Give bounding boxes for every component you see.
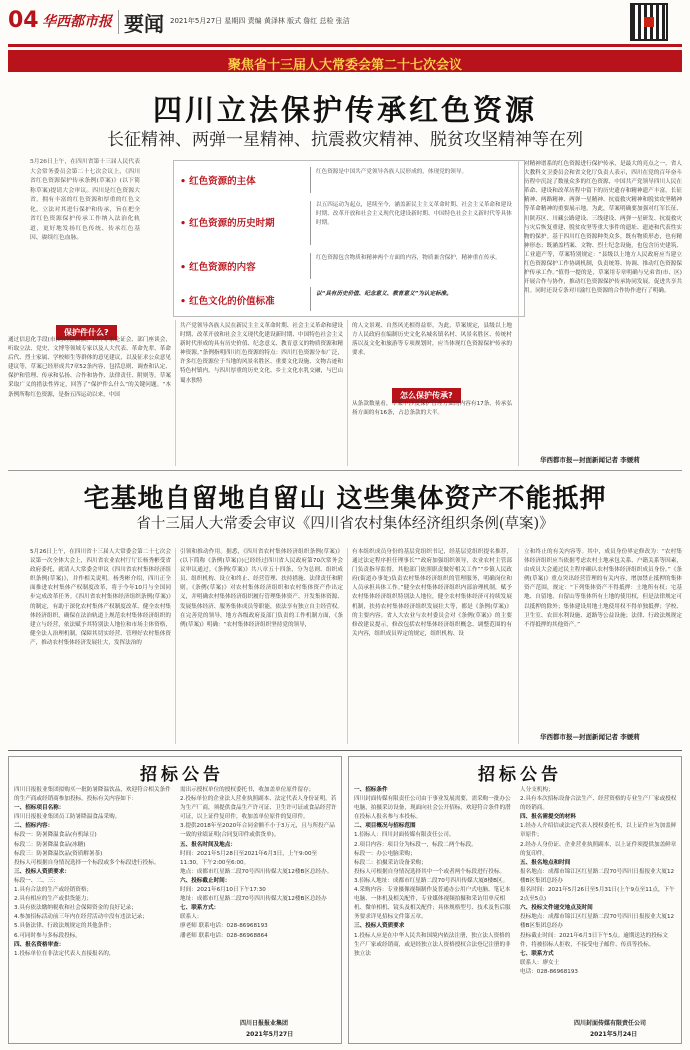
notice-line: 联系人： [180,914,203,921]
info-label: • 红色资源的主体 [180,173,300,187]
notice-signer: 四川封面传媒有限责任公司 [574,1020,647,1027]
info-row [180,201,520,245]
article-1-intro: 5月26日上午，在四川省第十三届人民代表大会常务委员会第二十七次会议上，《四川省红色资源保护传承条例(草案)》(以下简称草案)提请大会审议。四川是红色资源大省，拥有丰富的红色资源和厚重的红色文化，立法对其进行保护和传承，旨在把全省红色资源保护传承工作纳入法治化轨道，更好地发扬红色传统、传承红色基因、赓续红色血脉。 [30,159,140,241]
notice-heading: 三、投标人资质要求： [14,868,70,875]
notice-line: 3.提供2018年至2020年合同金额不小于3万元，且与所投产品一致的业绩证明(合同复印件或供货单)。 [180,823,335,839]
notice-heading: 一、招标项目名称： [14,805,65,812]
page-number: 04 [8,8,39,33]
notice-line: 人分支机构； [520,787,554,793]
masthead [0,0,690,44]
byline: 华西都市报—封面新闻记者 李媛莉 [540,733,640,741]
notice-col [180,786,338,1014]
notice-line: 1.投标人应是在中华人民共和国境内依法注册，独立法人资格的生产厂家或经销商，或是经独立法人资格授权合法登记注册的非独立法 [354,932,511,957]
divider [310,167,311,193]
info-desc: 红色资源是中国共产党领导各族人民形成的，体现党的领导。 [316,169,468,175]
notice-title: 招标公告 [140,765,224,785]
notice-line: 四川封面传媒有限责任公司由于事业发展需要，需采购一批办公电脑，拍摄采访设备，现面向社会公开招标，欢迎符合条件的潜在投标人报名参与本投标。 [354,796,511,821]
notice-heading: 一、招标条件 [354,787,388,793]
notice-heading: 七、联系方式： [180,905,220,912]
notice-line: 2.投标单位的企业法人营业执照副本、法定代表人身份证明，若为生产厂商，须提供食品生产许可证、卫生许可证或食品经营许可证，以上证件复印件，收加盖单位原件的复印件。 [180,796,337,821]
info-row [180,167,520,195]
notice-heading: 四、报名资格审查： [14,941,65,948]
info-desc: 以“具有历史价值、纪念意义、教育意义”为认定标准。 [316,291,452,297]
notice-line: 时间：2021年6月10日下午17:30 [180,887,266,894]
article-1-col3: 的人文景观、自然风光相得益彰。为此，草案规定，县级以上地方人民政府在编制历史文化名城名镇名村、风景名胜区、传统村落以及文化和旅游等专项规划时，应当体现红色资源保护传承的要求。 [352,323,512,357]
info-label: • 红色文化的价值标准 [180,293,300,307]
section-divider [8,750,682,751]
divider [518,548,519,744]
notice-line: 标段一、二、三： [14,877,59,884]
notice-line: 5.具备法律、行政法规规定的其他条件； [14,923,115,930]
divider [310,253,311,279]
notice-col [354,786,512,1040]
notice-heading: 六、投标文件递交地点及时间 [520,905,593,912]
notice-line: 联系人：廖女士 [520,959,560,966]
article-2-col4: 立和终止的有关内容等。其中，成员身份界定修改为：“农村集体经济组织应当依据考虑农村土地承包关系、户籍关系等因素，由成员大会通过民主程序确认农村集体经济组织成员身份。”《条例(草案)》重点突出经营管理的有关内容，增加禁止抵押的集体资产范围，规定：“下列集体资产不得抵押：土地所有权；宅基地、自留地、自留山等集体所有土地的使用权，但是法律规定可以抵押的除外；集体建设用地土地使用权不得单独抵押；学校、卫生室、农田水利设施、道路等公益设施；法律、行政法规规定不得抵押的其他资产。” [524,549,682,628]
article-1-col3b: 从条款数量看，草案中涉及保护管理方面的内容有17条，传承弘扬方面的有16条，占总条款的大半。 [352,401,512,417]
notice-line: 标段二：拍摄采访设备采购； [354,859,427,866]
headline-1: 四川立法保护传承红色资源 [152,93,537,127]
notice-line: 2.具有相应的生产或供货能力； [14,896,93,903]
notice-line: 2.具有本次招标设备合法生产、经营资格的专业生产厂家或授权的经销商。 [520,796,677,812]
notice-heading: 四、报名需提交的材料 [520,814,576,821]
subheadline-1: 长征精神、两弹一星精神、抗震救灾精神、脱贫攻坚精神等在列 [107,130,583,150]
article-1-col2: 共产党领导各族人民在新民主主义革命时期、社会主义革命和建设时期、改革开放和社会主义现代化建设新时期、中国特色社会主义新时代形成的具有历史价值、纪念意义、教育意义的物质资源和精神资源。”条例指明四川红色资源的特点：四川红色资源分布广泛，许多红色资源位于当地的风景名胜区、重要文化设施、文物古迹和特色村镇内，与四川厚重的历史文化、乡土文化水乳交融，与巴山蜀水独特 [180,323,343,384]
notice-date: 2021年5月27日 [246,1031,294,1038]
notice-col [14,786,172,1040]
notice-line: 报名时间：2021年5月26日至5月31日(上午9点至11点，下午2点至5点) [520,887,675,903]
notice-date: 2021年5月24日 [590,1031,638,1038]
notice-line: 4.采购内容：专业摄像视频制作及普通办公用户式电脑、笔记本电脑、一体机及相关配件，专业媒体视频拍摄和采访用单反相机、微单相机、镜头及相关配件；具体规格型号、技术及售后服务要求详见招标文件第五章。 [354,887,511,921]
notice-line: 廖老师 联系电话：028-86968193 [180,923,268,930]
byline: 华西都市报—封面新闻记者 李媛莉 [540,456,640,464]
subhead-why: 保护件什么? [56,325,117,340]
notice-line: 四川日报报业集团拟购买一批防暑降温饮品，欢迎符合相关条件的生产商或经销商参加投标，投标有关内容如下： [14,787,171,803]
notice-line: 1.经办人介绍信或法定代表人授权委托书，以上证件应为加盖鲜章原件； [520,823,677,839]
notice-line: 投标地点：成都市锦江区红星路二段70号四川日报报业大厦12楼B区集团总经办 [520,914,675,930]
subhead-how: 怎么保护传承? [392,388,461,403]
notice-line: 1.招标人：四川封面传媒有限责任公司。 [354,832,455,839]
section-title: 要闻 [124,12,164,36]
notice-line: 1.投标单位在非法定代表人直接报名的， [14,950,115,957]
notice-line: 6.可同时参与多标段投标。 [14,932,81,939]
divider [347,548,348,744]
topic-banner [8,50,682,72]
notice-line: 电话：028-86968193 [520,968,578,975]
notice-heading: 二、招标内容： [14,823,54,830]
notice-line: 投标人可根据自身情况选择一个标段或多个标段进行投标。 [14,859,160,866]
notice-line: 1.具有合法的生产或经销资格； [14,887,93,894]
header-rule [8,44,682,47]
divider [175,548,176,744]
newspaper-name: 华西都市报 [42,14,112,30]
notice-heading: 七、联系方式 [520,950,554,957]
info-label: • 红色资源的历史时期 [180,215,300,229]
notice-line: 四川日报报业集团员工防暑降温食品采购。 [14,814,121,821]
notice-line: 标段二：防暑降温食品(冰糖) [14,841,86,848]
divider [518,160,519,466]
notice-line: 时间：2021年5月28日至2021年6月3日，上午9:00至11:30，下午2:00至6:00。 [180,850,318,866]
notice-line: 投标人可根据自身情况选择其中一个或者两个标段进行投标。 [354,868,506,875]
headline-2: 宅基地自留地自留山 这些集体资产不能抵押 [83,484,607,514]
notice-signer: 四川日报报业集团 [240,1020,289,1027]
info-row [180,287,520,313]
info-row [180,253,520,279]
notice-line: 需出示授权单位的授权委托书，收加盖单位原件留存； [180,787,315,793]
notice-heading: 三、投标人资质要求 [354,923,405,930]
notice-title: 招标公告 [478,765,562,785]
article-2-col3: 有本组织成员身份的基层党组织书记，经基层党组织提名推荐，通过法定程序担任理事长”“政府加强组织领导，农业农村主管部门负责指导监督，其他部门依照职责做好相关工作”“乡镇人民政府(街道办事处)负责农村集体经济组织的管理服务，明确岗位和人员承担具体工作。”健全农村集体经济组织内部治理机制，赋予农村集体经济组织特别法人地位，健全农村集体经济可持续发展机制，扶持农村集体经济组织发展壮大等，都是《条例(草案)》的主要内容。省人大农业与农村委员会对《条例(草案)》的主要修改建议提示，修改包括农村集体经济组织概念、调整范围的有关内容，组织成员界定的规定，组织机构、设 [352,549,512,637]
notice-line: 2.经办人身份证、企业营业执照副本，以上证件须提供加盖鲜章的复印件。 [520,841,677,857]
article-1-col4: 对精神谱系的红色资源进行保护传承，是最大的亮点之一。省人大教科文卫委员会和省文化厅负责人表示，四川在党的百年奋斗历程中沉淀了数量众多的红色资源，中国共产党领导四川人民在革命、建设和改革历程中留下的历史遗存和精神遗产丰富，长征精神、两路精神、两弹一星精神、抗震救灾精神和脱贫攻坚精神等革命精神的重要展示地。为此，草案明确要加强对红军长征、川陕苏区、川藏公路建设、三线建设、两弹一星研发、抗震救灾与灾后恢复重建、脱贫攻坚等重大事件的遗址、遗迹和代表性实物的保护。基于四川红色资源种类众多，既有物质形态，也有精神形态；既涵盖档案、文物、烈士纪念设施，也包含历史建筑、工业遗产等，草案特别规定：“县级以上地方人民政府应当建立红色资源保护工作协调机制，负责统筹、协调、推动红色资源保护传承工作。”值得一提的是，草案用专章明确与兄弟省(市、区)开展合作与协作，推动红色资源保护传承协同发展，促进共享共用。同时还设专条对川渝红色资源的合作协作进行了明确。 [524,161,682,295]
notice-line: 4.参加招标活动前三年内在经营活动中没有违法记录； [14,914,148,921]
divider [310,201,311,245]
subheadline-2: 省十三届人大常委会审议《四川省农村集体经济组织条例(草案)》 [136,516,554,532]
article-2-col1: 5月26日上午，在四川省十三届人大常委会第二十七次会议第一次全体大会上，四川省农业农村厅厅长杨秀彬受省政府委托，就请人大常委会审议《四川省农村集体经济组织条例(草案)》，并作相关说明。杨秀彬介绍，四川正全面推进农村集体产权制度改革，将于今年10月与全国同步完成改革任务。《四川省农村集体经济组织条例(草案)》的制定，有助于深化农村集体产权制度改革、健全农村集体经济组织，确保在法治轨道上规范农村集体经济组织的建立与经营，依法赋予其特别法人地位和市场主体资格，健全法人治理机制，保障其切实经营、管理好农村集体资产，推动农村集体经济发展壮大，发挥法治的 [30,549,171,646]
info-desc: 红色资源包含物质和精神两个方面的内容，物质兼含保护，精神重在传承。 [316,255,501,261]
notice-col [520,786,678,1014]
red-resource-infobox [173,160,525,317]
notice-line: 地址：成都市红星路二段70号四川传媒大厦12楼B区总经办 [180,896,327,903]
divider [175,320,176,466]
notice-heading: 二、项目概况与招标范围 [354,823,416,830]
notice-line: 报名地点：成都市锦江区红星路二段70号四川日报报业大厦12楼B区集团总经办 [520,868,675,884]
notice-line: 地点：成都市红星路二段70号四川传媒大厦12楼B区总经办。 [180,868,333,875]
banner-text: 聚焦省十三届人大常委会第二十七次会议 [227,58,462,73]
notice-heading: 五、报名时间及地点： [180,841,236,848]
divider [118,10,119,34]
notice-line: 3.招标人地址：成都市红星路二段70号四川传媒大厦8楼B区。 [354,877,509,884]
divider [347,320,348,466]
dateline: 2021年5月27日 星期四 责编 黄泽林 版式 詹红 总检 张洁 [170,17,350,25]
notice-line: 标段一：防暑降温食品(有机绿豆) [14,832,97,839]
notice-heading: 六、投标截止时间： [180,877,231,884]
notice-line: 投标截止时间：2021年6月3日下午5点。逾期送达的投标文件，将被招标人拒收，不接受电子邮件、传真等投标。 [520,932,668,948]
article-2-col2: 引领和推动作用。据悉，《四川省农村集体经济组织条例(草案)》(以下简称《条例(草案)》)已经经过四川省人民政府第70次常务会议审议通过。《条例(草案)》共八章五十四条，分为总则、组织成员、组织机构、设立和终止、经营管理、扶持措施、法律责任和附则。《条例(草案)》对农村集体经济组织和农村集体资产作出定义，并明确农村集体经济组织履行管理集体资产、开发集体资源、发展集体经济、服务集体成员等职能，依法享有独立自主经营权。在完善党的领导，地方各级政府及部门负责的工作机制方面，《条例(草案)》明确：“农村集体经济组织坚持党的领导， [180,549,343,628]
notice-line: 标段三：防暑降温饮品(资质解暑茶) [14,850,103,857]
notice-line: 2.项目内容：项目分为标段一，标段二两个标段。 [354,841,477,848]
notice-line: 3.具有依法缴纳税收和社会保障资金的良好记录； [14,905,137,912]
notice-heading: 五、报名地点和时间 [520,859,571,866]
info-label: • 红色资源的内容 [180,259,300,273]
notice-line: 标段一：办公电脑采购； [354,850,416,857]
article-1-col1: 通过信息化手段(市)的经验做法，召开专家论证会、部门座谈会，听取立法、党史、文博等领域专家以及人大代表、革命先辈、革命后代、烈士家属、学校师生等群体的意见建议，以及征求公众意见建议等，草案已经形成共7章52条内容，包括总则、调查和认定、保护和管理、传承和弘扬、合作和协作、法律责任、附则等。草案采取广义的措法性界定，回答了“保护件么什么”的关键问题。“本条例所称红色资源，是指五四运动以来，中国 [8,337,171,398]
info-desc: 以五四运动为起点，延续至今，涵盖新民主主义革命时期、社会主义革命和建设时期、改革开放和社会主义现代化建设新时期、中国特色社会主义新时代等具体时期。 [316,202,512,226]
notice-line: 潘老师 联系电话：028-86968864 [180,932,268,939]
qr-code-icon [630,3,668,41]
divider [310,287,311,311]
section-divider [8,470,682,471]
